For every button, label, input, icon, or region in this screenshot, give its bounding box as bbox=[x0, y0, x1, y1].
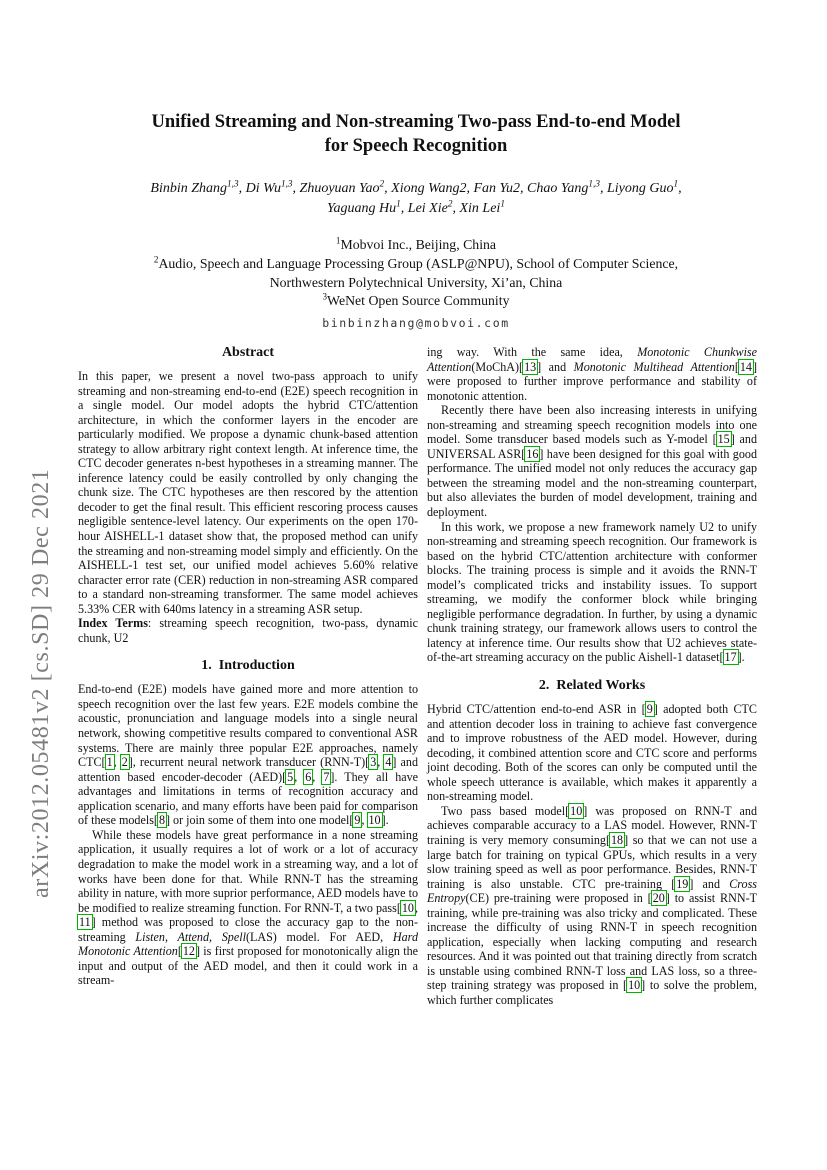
author-line-1: Binbin Zhang$^{1,3}$, Di Wu$^{1,3}$, Zhuoyuan Yao$^2$, Xiong Wang2, Fan Yu2, Chao Yang$^{1,3}$, Liyong Guo$^1$, bbox=[150, 178, 682, 196]
superscript: 2 bbox=[379, 178, 385, 189]
citation-ref[interactable]: 4 bbox=[385, 755, 392, 770]
paragraph: While these models have great performance in a none streaming application, it usually requires a lot of work or a lot of accuracy degradation to make the model work in a streaming way, and a lot of works have been done for that. While RNN-T has the streaming ability in nature, with more suprior performance, AED models have to be modified to realize streaming function. For RNN-T, a two pass[10, 11] method was proposed to close the accuracy gap to the non-streaming Listen, Attend, Spell(LAS) model. For AED, Hard Monotonic Attention[12] is first proposed for monotonically align the input and output of the AED model, and then it could work in a stream- bbox=[78, 827, 419, 988]
paragraph: In this paper, we present a novel two-pass approach to unify streaming and non-streaming end-to-end (E2E) speech recognition in a single model. Our model adopts the hybrid CTC/attention architecture, in which the conformer layers in the encoder are particularly modified. We propose a dynamic chunk-based attention strategy to allow arbitrary right context length. At inference time, the CTC decoder generates n-best hypotheses in a streaming manner. The inference latency could be easily controlled by only changing the chunk size. The CTC hypotheses are then rescored by the attention decoder to get the final result. This efficient rescoring process causes negligible sentence-level latency. Our experiments on the open 170-hour AISHELL-1 dataset show that, the proposed method can unify the streaming and non-streaming model simply and efficiently. On the AISHELL-1 test set, our unified model achieves 5.60% relative character error rate (CER) reduction in non-streaming ASR compared to a standard non-streaming transformer. The same model achieves 5.33% CER with 640ms latency in a streaming ASR setup. bbox=[78, 369, 418, 616]
bold-text: Index Terms bbox=[78, 616, 148, 631]
citation-ref[interactable]: 19 bbox=[676, 876, 689, 891]
citation-ref[interactable]: 13 bbox=[524, 359, 537, 374]
superscript: 2 bbox=[447, 198, 453, 209]
section-heading: Abstract bbox=[221, 345, 275, 360]
superscript: 1,3 bbox=[280, 178, 293, 189]
emphasis-text: Hard Monotonic Attention bbox=[78, 929, 418, 959]
superscript: 1 bbox=[500, 198, 505, 209]
citation-ref[interactable]: 12 bbox=[182, 944, 195, 959]
superscript: 1,3 bbox=[588, 178, 600, 189]
section-heading: 2. Related Works bbox=[538, 678, 646, 694]
citation-ref[interactable]: 20 bbox=[652, 891, 665, 906]
superscript: 1 bbox=[335, 235, 341, 246]
citation-ref[interactable]: 9 bbox=[646, 702, 653, 717]
superscript: 1 bbox=[396, 198, 401, 209]
affiliation-2: $^2$Audio, Speech and Language Processing Group (ASLP@NPU), School of Computer Science, bbox=[153, 254, 679, 271]
paper-title-line2: for Speech Recognition bbox=[324, 136, 508, 156]
citation-ref[interactable]: 15 bbox=[717, 432, 730, 447]
citation-ref[interactable]: 9 bbox=[354, 813, 361, 828]
citation-ref[interactable]: 17 bbox=[724, 650, 737, 665]
citation-ref[interactable]: 3 bbox=[370, 755, 377, 770]
citation-ref[interactable]: 10 bbox=[628, 978, 641, 993]
arxiv-watermark: arXiv:2012.05481v2 [cs.SD] 29 Dec 2021 bbox=[28, 468, 54, 898]
section-heading: 1. Introduction bbox=[201, 658, 295, 674]
paragraph: Recently there have been also increasing interests in unifying non-streaming and streaming speech recognition models into one model. Some transducer based models such as Y-model [15] and UNIVERSAL ASR[16] have been designed for this goal with good performance. The unified model not only reduces the accuracy gap between the streaming model and the non-streaming counterpart, but also alleviates the burden of model development, training and deployment. bbox=[427, 403, 758, 520]
citation-ref[interactable]: 2 bbox=[121, 755, 128, 770]
affiliation-block bbox=[74, 236, 758, 311]
superscript: 2 bbox=[153, 254, 159, 265]
right-column bbox=[427, 345, 757, 1008]
paper-title-line1: Unified Streaming and Non-streaming Two-pass End-to-end Model bbox=[151, 112, 681, 132]
citation-ref[interactable]: 10 bbox=[368, 813, 381, 828]
citation-ref[interactable]: 18 bbox=[610, 832, 624, 847]
paragraph: Hybrid CTC/attention end-to-end ASR in [9] adopted both CTC and attention decoder loss in training to achieve fast convergence and to improve robustness of the AED model. However, during decoding, it combined attention score and CTC score and performs joint decoding. Both of the scores can only be computed until the whole speech utterance is available, which makes it apparently a non-streaming model. bbox=[427, 702, 757, 804]
author-block bbox=[74, 179, 758, 219]
emphasis-text: Monotonic Multihead Attention bbox=[573, 359, 735, 374]
author-line-2: Yaguang Hu$^1$, Lei Xie$^2$, Xin Lei$^1$ bbox=[327, 198, 505, 216]
citation-ref[interactable]: 10 bbox=[401, 900, 414, 915]
left-column bbox=[78, 345, 418, 1008]
citation-ref[interactable]: 10 bbox=[570, 803, 583, 818]
citation-ref[interactable]: 14 bbox=[739, 359, 752, 374]
paragraph: ing way. With the same idea, Monotonic Chunkwise Attention(MoChA)[13] and Monotonic Multihead Attention[14] were proposed to further improve performance and stability of monotonic attention. bbox=[427, 345, 758, 403]
citation-ref[interactable]: 11 bbox=[79, 915, 91, 930]
emphasis-text: Listen, Attend, Spell bbox=[135, 929, 246, 944]
emphasis-text: Cross Entropy bbox=[427, 876, 758, 906]
paper-title bbox=[74, 110, 758, 158]
citation-ref[interactable]: 6 bbox=[305, 769, 312, 784]
paragraph: In this work, we propose a new framework namely U2 to unify non-streaming and streaming speech recognition. Our framework is based on the hybrid CTC/attention architecture with conformer blocks. The training process is simple and it avoids the RNN-T model’s complicated tricks and instability issues. To support streaming, we modify the conformer block while bringing negligible performance degradation. In further, by using a dynamic chunk training strategy, our framework allows users to control the latency at inference time. Our results show that U2 achieves state-of-the-art streaming accuracy on the public Aishell-1 dataset[17]. bbox=[427, 519, 757, 665]
emphasis-text: Monotonic Chunkwise Attention bbox=[427, 345, 758, 374]
paragraph: Index Terms: streaming speech recognition, two-pass, dynamic chunk, U2 bbox=[78, 616, 418, 645]
paragraph: Two pass based model[10] was proposed on RNN-T and achieves comparable accuracy to a LAS model. However, RNN-T training is very memory consuming[18] so that we can not use a large batch for training on typical GPUs, which results in a very slow training speed as well as poor performance. Besides, RNN-T training is also unstable. CTC pre-training [19] and Cross Entropy(CE) pre-training were proposed in [20] to assist RNN-T training, while pre-training was also tricky and complicated. These increase the difficulty of using RNN-T in speech recognition application, especially when lacking computing and research resources. And it was pointed out that training directly from scratch is unstable using combined RNN-T loss and LAS loss, so a three-step training strategy was proposed in [10] to solve the problem, which further complicates bbox=[427, 803, 758, 1007]
citation-ref[interactable]: 7 bbox=[323, 769, 330, 784]
citation-ref[interactable]: 8 bbox=[158, 813, 165, 828]
superscript: 1,3 bbox=[227, 178, 239, 189]
citation-ref[interactable]: 16 bbox=[526, 446, 539, 461]
two-column-body bbox=[78, 345, 757, 1008]
affiliation-3: $^3$WeNet Open Source Community bbox=[322, 291, 510, 309]
superscript: 3 bbox=[322, 291, 328, 302]
affiliation-1: $^1$Mobvoi Inc., Beijing, China bbox=[335, 235, 497, 252]
superscript: 1 bbox=[673, 178, 679, 189]
paper-header bbox=[74, 0, 758, 330]
citation-ref[interactable]: 5 bbox=[287, 769, 294, 784]
contact-email: binbinzhang@mobvoi.com bbox=[322, 316, 510, 331]
affiliation-2-cont: Northwestern Polytechnical University, Xi’an, China bbox=[269, 274, 563, 290]
citation-ref[interactable]: 1 bbox=[106, 755, 113, 770]
paragraph: End-to-end (E2E) models have gained more and more attention to speech recognition over the last few years. E2E models combine the acoustic, pronunciation and language models into a single neural network, showing competitive results compared to conventional ASR systems. There are mainly three popular E2E approaches, namely CTC[1, 2], recurrent neural network transducer (RNN-T)[3, 4] and attention based encoder-decoder (AED)[5, 6, 7]. They all have advantages and limitations in terms of recognition accuracy and application scenario, and many efforts have been paid for comparison of these models[8] or join some of them into one model[9, 10]. bbox=[78, 682, 419, 828]
